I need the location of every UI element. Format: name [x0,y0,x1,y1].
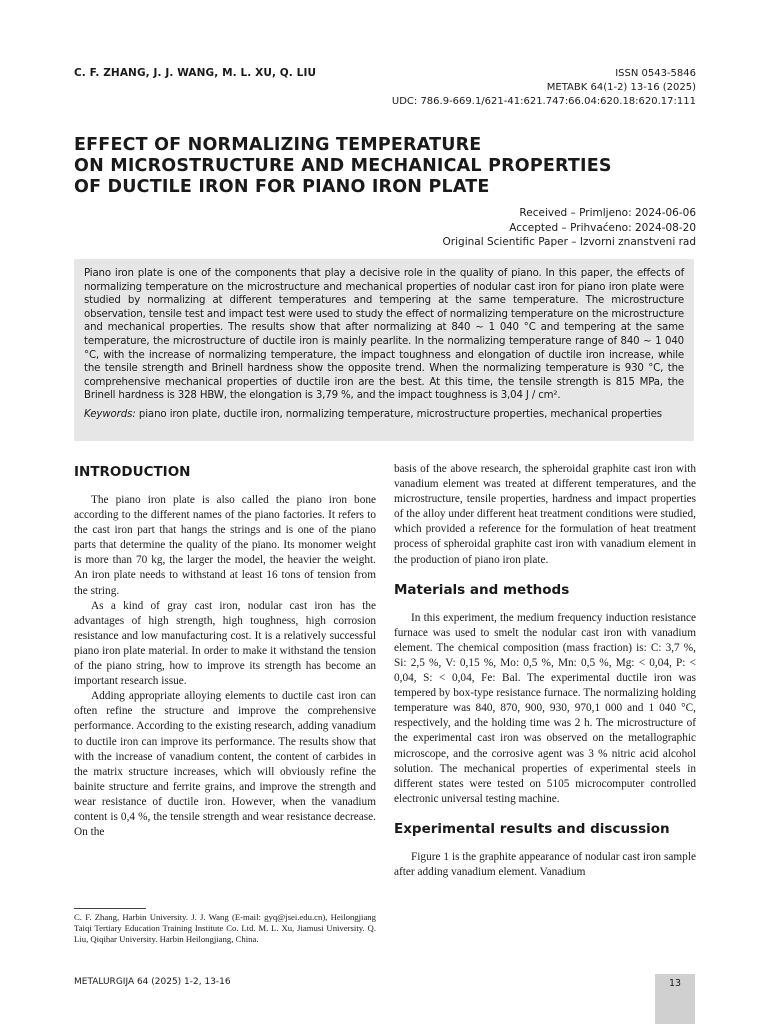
introduction-heading: INTRODUCTION [74,464,191,480]
intro-continuation: basis of the above research, the spheroidal graphite cast iron with vanadium element was treated at different temperatures, and the microstructure, tensile properties, hardness and impact properties of the alloy under different heat treatment conditions were studied, which provided a reference for the formulation of heat treatment process of spheroidal graphite cast iron with vanadium element in the production of piano iron plate. [394,463,696,566]
results-paragraph: Figure 1 is the graphite appearance of nodular cast iron sample after adding vanadium element. Vanadium [394,850,696,878]
page-number: 13 [668,978,682,989]
authors: C. F. ZHANG, J. J. WANG, M. L. XU, Q. LIU [74,67,317,79]
issn: ISSN 0543-5846 [615,68,696,79]
title-line: OF DUCTILE IRON FOR PIANO IRON PLATE [74,177,490,197]
author-affiliations: C. F. Zhang, Harbin University. J. J. Wang (E-mail: gyq@jsei.edu.cn), Heilongjiang Taiqi Tertiary Education Training Institute Co. Ltd. M. L. Xu, Jiamusi University. Q. Liu, Qiqihar University. Harbin Heilongjiang, China. [74,912,376,945]
submission-dates [443,206,696,250]
right-column [394,462,696,880]
journal-reference: METABK 64(1-2) 13-16 (2025) [546,82,696,93]
keywords [84,408,684,422]
page-number-box [655,974,695,1024]
accepted-date: Accepted – Prihvaćeno: 2024-08-20 [509,221,696,234]
abstract-box [74,259,694,441]
received-date: Received – Primljeno: 2024-06-06 [519,207,696,219]
paper-type: Original Scientific Paper – Izvorni znanstveni rad [442,236,696,248]
paper-title [74,135,714,198]
footnote-rule [74,908,146,909]
methods-paragraph: In this experiment, the medium frequency induction resistance furnace was used to smelt the nodular cast iron with vanadium element. The chemical composition (mass fraction) is: C: 3,7 %, Si: 2,5 %, V: 0,15 %, Mo: 0,5 %, Mn: 0,5 %, Mg: < 0,04, P: < 0,04, S: < 0,04, Fe: Bal. The experimental ductile iron was tempered by box-type resistance furnace. The normalizing holding temperature was 840, 870, 900, 930, 970,1 000 and 1 040 °C, respectively, and the holding time was 2 h. The microstructure of the experimental cast iron was observed on the metallographic microscope, and the corrosive agent was 3 % nitric acid alcohol solution. The mechanical properties of experimental steels in different states were tested on 5105 microcomputer controlled electronic universal testing machine. [394,611,696,805]
udc-code: UDC: 786.9-669.1/621-41:621.747:66.04:620.18:620.17:111 [391,96,696,107]
methods-heading: Materials and methods [394,581,570,598]
intro-paragraph: As a kind of gray cast iron, nodular cast iron has the advantages of high strength, high toughness, high corrosion resistance and low manufacturing cost. It is a relatively successful piano iron plate material. In order to make it withstand the tension of the piano string, how to improve its strength has become an important research issue. [74,599,376,688]
intro-paragraph: The piano iron plate is also called the piano iron bone according to the different names of the piano factories. It refers to the cast iron part that hangs the strings and is one of the piano parts that determine the quality of the piano. Its monomer weight is more than 70 kg, the larger the model, the heavier the weight. An iron plate needs to withstand at least 16 tons of tension from the string. [74,494,376,597]
journal-metadata [392,67,696,109]
journal-footer: METALURGIJA 64 (2025) 1-2, 13-16 [74,977,231,987]
left-column [74,460,376,840]
results-heading: Experimental results and discussion [394,820,670,837]
intro-paragraph: Adding appropriate alloying elements to ductile cast iron can often refine the structure and improve the comprehensive performance. According to the existing research, adding vanadium to ductile iron can improve its performance. The results show that with the increase of vanadium content, the content of carbides in the matrix structure increases, which will obviously refine the bainite structure and ferrite grains, and improve the strength and wear resistance of ductile iron. However, when the vanadium content is 0,4 %, the tensile strength and wear resistance decrease. On the [74,690,376,839]
abstract-text: Piano iron plate is one of the components that play a decisive role in the quality of piano. In this paper, the effects of normalizing temperature on the microstructure and mechanical properties of nodular cast iron for piano iron plate were studied by normalizing at different temperatures and tempering at the same temperature. The microstructure observation, tensile test and impact test were used to study the effect of normalizing temperature on the microstructure and mechanical properties. The results show that after normalizing at 840 ~ 1 040 °C and tempering at the same temperature, the microstructure of ductile iron is mainly pearlite. In the normalizing temperature range of 840 ~ 1 040 °C, with the increase of normalizing temperature, the impact toughness and elongation of ductile iron increase, while the tensile strength and Brinell hardness show the opposite trend. When the normalizing temperature is 930 °C, the comprehensive mechanical properties of ductile iron are the best. At this time, the tensile strength is 815 MPa, the Brinell hardness is 328 HBW, the elongation is 3,79 %, and the impact toughness is 3,04 J / cm². [84,268,684,402]
title-line: ON MICROSTRUCTURE AND MECHANICAL PROPERTIES [74,156,612,176]
keywords-list: piano iron plate, ductile iron, normalizing temperature, microstructure properties, mechanical properties [135,408,662,420]
title-line: EFFECT OF NORMALIZING TEMPERATURE [74,135,482,155]
keywords-label: Keywords: [84,408,136,420]
